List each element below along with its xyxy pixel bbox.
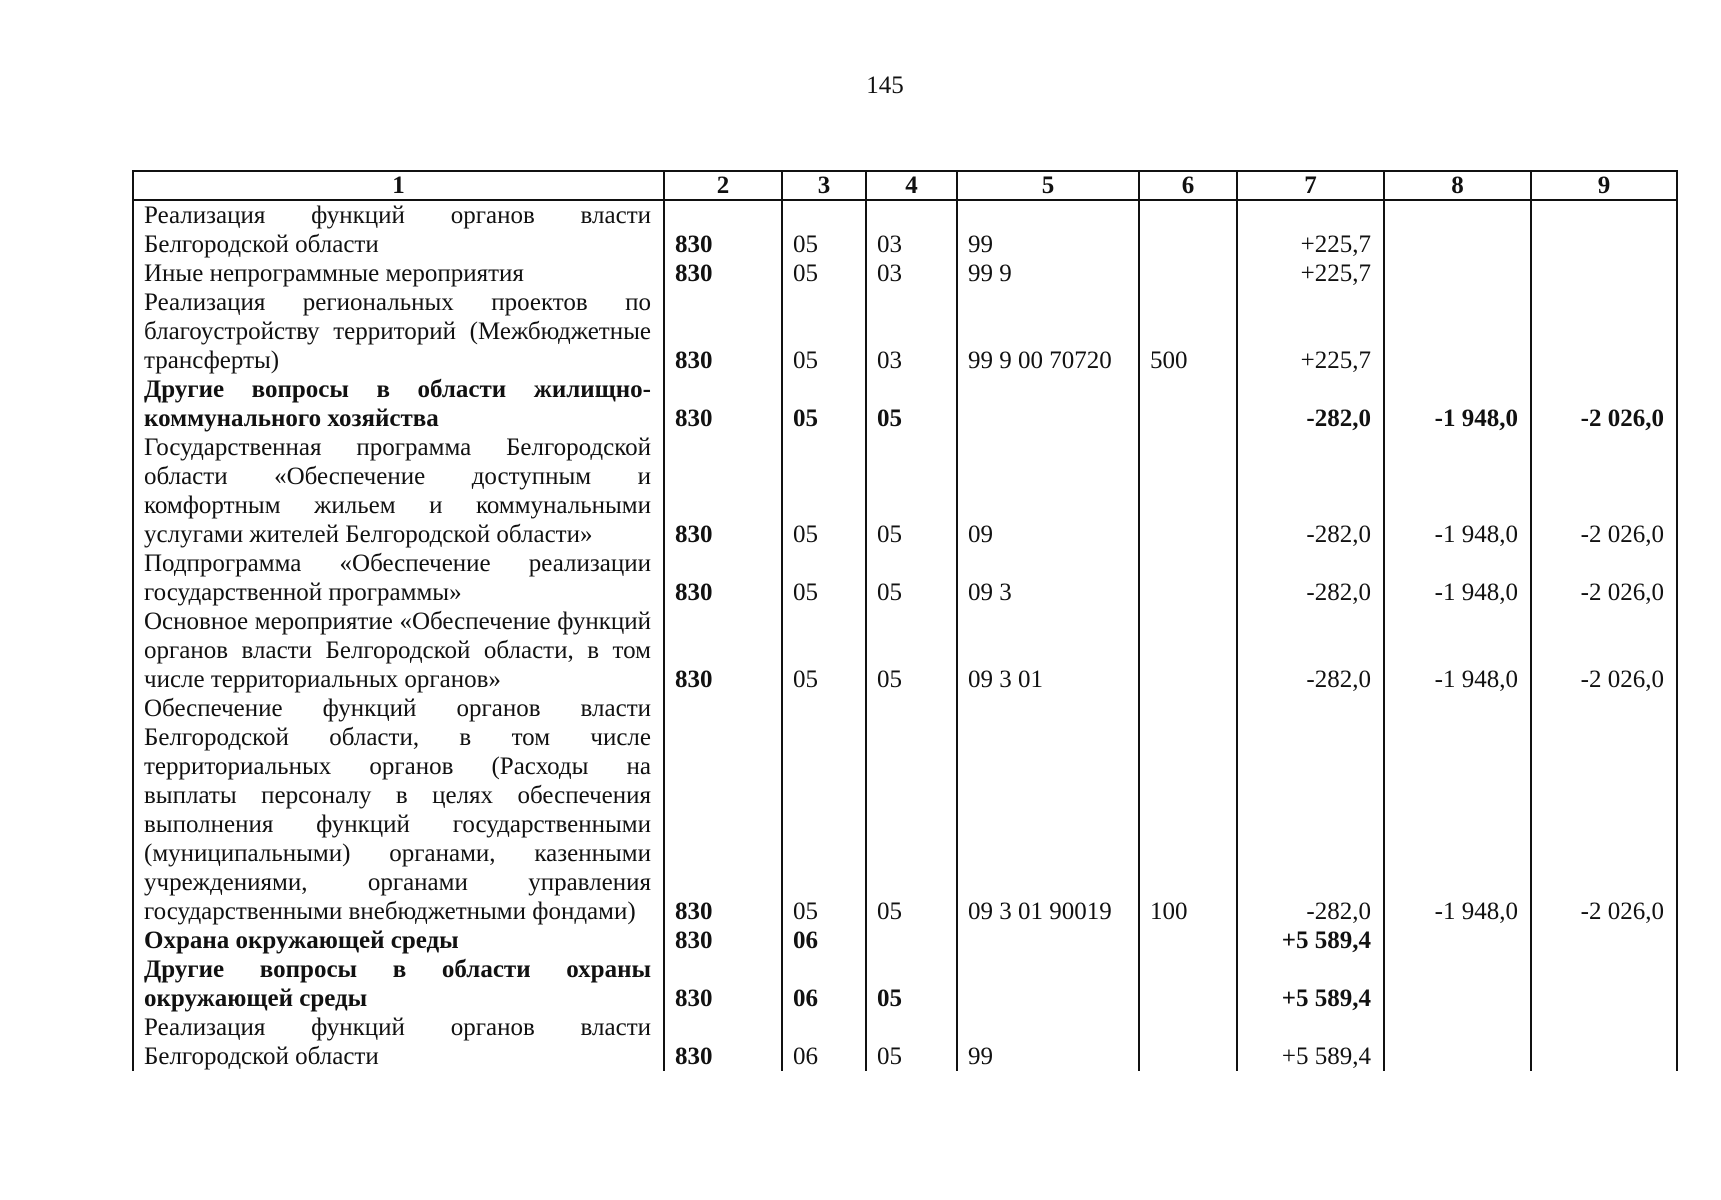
row-target-article (957, 955, 1139, 1013)
row-subsection: 05 (866, 955, 957, 1013)
row-target-article (957, 926, 1139, 955)
header-col-1: 1 (133, 171, 664, 200)
row-target-article (957, 375, 1139, 433)
row-expense-type: 100 (1139, 694, 1237, 926)
row-name: Основное мероприятие «Обеспечение функций органов власти Белгородской области, в том числе территориальных органов» (133, 607, 664, 694)
row-section: 06 (782, 926, 866, 955)
row-expense-type (1139, 1013, 1237, 1071)
row-value-col7: +5 589,4 (1237, 926, 1384, 955)
row-code: 830 (664, 200, 782, 259)
row-value-col7: -282,0 (1237, 375, 1384, 433)
row-subsection: 05 (866, 549, 957, 607)
table-row (133, 549, 1677, 607)
row-value-col9 (1531, 288, 1677, 375)
row-value-col8: -1 948,0 (1384, 433, 1531, 549)
row-subsection: 05 (866, 433, 957, 549)
row-target-article: 09 3 01 (957, 607, 1139, 694)
row-name: Подпрограмма «Обеспечение реализации государственной программы» (133, 549, 664, 607)
row-value-col7: +5 589,4 (1237, 955, 1384, 1013)
row-value-col8 (1384, 1013, 1531, 1071)
row-subsection: 05 (866, 694, 957, 926)
row-section: 05 (782, 259, 866, 288)
row-value-col9: -2 026,0 (1531, 607, 1677, 694)
table-row (133, 288, 1677, 375)
row-section: 05 (782, 607, 866, 694)
row-name: Другие вопросы в области охраны окружающей среды (133, 955, 664, 1013)
row-value-col9: -2 026,0 (1531, 549, 1677, 607)
row-value-col9 (1531, 259, 1677, 288)
header-col-8: 8 (1384, 171, 1531, 200)
row-value-col7: -282,0 (1237, 549, 1384, 607)
row-expense-type (1139, 433, 1237, 549)
row-code: 830 (664, 926, 782, 955)
header-col-5: 5 (957, 171, 1139, 200)
row-section: 05 (782, 549, 866, 607)
row-value-col8: -1 948,0 (1384, 549, 1531, 607)
table-row (133, 433, 1677, 549)
row-expense-type: 500 (1139, 288, 1237, 375)
row-value-col7: -282,0 (1237, 607, 1384, 694)
row-subsection: 03 (866, 288, 957, 375)
row-name: Реализация функций органов власти Белгородской области (133, 1013, 664, 1071)
row-target-article: 09 3 01 90019 (957, 694, 1139, 926)
row-target-article: 99 (957, 1013, 1139, 1071)
row-section: 05 (782, 375, 866, 433)
table-row (133, 926, 1677, 955)
row-value-col8: -1 948,0 (1384, 694, 1531, 926)
row-subsection: 05 (866, 607, 957, 694)
header-col-3: 3 (782, 171, 866, 200)
row-section: 06 (782, 955, 866, 1013)
table-row (133, 955, 1677, 1013)
header-col-7: 7 (1237, 171, 1384, 200)
row-target-article: 99 9 (957, 259, 1139, 288)
row-code: 830 (664, 1013, 782, 1071)
row-target-article: 09 (957, 433, 1139, 549)
table-row (133, 375, 1677, 433)
table-header-row (133, 171, 1677, 200)
header-col-6: 6 (1139, 171, 1237, 200)
table-row (133, 200, 1677, 259)
row-code: 830 (664, 955, 782, 1013)
row-value-col9: -2 026,0 (1531, 433, 1677, 549)
row-section: 06 (782, 1013, 866, 1071)
row-value-col7: -282,0 (1237, 694, 1384, 926)
row-expense-type (1139, 375, 1237, 433)
row-value-col7: +225,7 (1237, 259, 1384, 288)
table-row (133, 694, 1677, 926)
table-row (133, 1013, 1677, 1071)
row-value-col8 (1384, 926, 1531, 955)
row-subsection (866, 926, 957, 955)
row-name: Реализация региональных проектов по благоустройству территорий (Межбюджетные трансферты) (133, 288, 664, 375)
row-subsection: 03 (866, 259, 957, 288)
row-expense-type (1139, 200, 1237, 259)
row-section: 05 (782, 694, 866, 926)
row-target-article: 99 (957, 200, 1139, 259)
row-section: 05 (782, 433, 866, 549)
row-target-article: 99 9 00 70720 (957, 288, 1139, 375)
budget-table (132, 170, 1678, 1071)
row-value-col8 (1384, 955, 1531, 1013)
row-name: Государственная программа Белгородской области «Обеспечение доступным и комфортным жильем и коммунальными услугами жителей Белгородской области» (133, 433, 664, 549)
row-value-col9 (1531, 926, 1677, 955)
row-value-col9 (1531, 1013, 1677, 1071)
row-value-col7: -282,0 (1237, 433, 1384, 549)
header-col-2: 2 (664, 171, 782, 200)
row-value-col7: +5 589,4 (1237, 1013, 1384, 1071)
row-section: 05 (782, 200, 866, 259)
row-subsection: 03 (866, 200, 957, 259)
row-expense-type (1139, 549, 1237, 607)
row-value-col7: +225,7 (1237, 200, 1384, 259)
row-value-col8 (1384, 259, 1531, 288)
row-expense-type (1139, 259, 1237, 288)
row-section: 05 (782, 288, 866, 375)
row-name: Иные непрограммные мероприятия (133, 259, 664, 288)
row-value-col7: +225,7 (1237, 288, 1384, 375)
row-code: 830 (664, 375, 782, 433)
row-code: 830 (664, 288, 782, 375)
row-expense-type (1139, 607, 1237, 694)
row-value-col8: -1 948,0 (1384, 607, 1531, 694)
row-subsection: 05 (866, 1013, 957, 1071)
row-value-col9 (1531, 955, 1677, 1013)
table-row (133, 607, 1677, 694)
row-value-col8: -1 948,0 (1384, 375, 1531, 433)
header-col-9: 9 (1531, 171, 1677, 200)
row-code: 830 (664, 607, 782, 694)
row-name: Другие вопросы в области жилищно-коммунального хозяйства (133, 375, 664, 433)
row-expense-type (1139, 926, 1237, 955)
row-subsection: 05 (866, 375, 957, 433)
row-target-article: 09 3 (957, 549, 1139, 607)
row-code: 830 (664, 259, 782, 288)
page-number: 145 (866, 72, 904, 99)
row-value-col9: -2 026,0 (1531, 694, 1677, 926)
row-value-col8 (1384, 288, 1531, 375)
header-col-4: 4 (866, 171, 957, 200)
table-body (133, 200, 1677, 1071)
row-value-col9 (1531, 200, 1677, 259)
row-code: 830 (664, 433, 782, 549)
row-value-col8 (1384, 200, 1531, 259)
row-code: 830 (664, 694, 782, 926)
row-value-col9: -2 026,0 (1531, 375, 1677, 433)
row-expense-type (1139, 955, 1237, 1013)
row-name: Реализация функций органов власти Белгородской области (133, 200, 664, 259)
row-name: Обеспечение функций органов власти Белгородской области, в том числе территориальных органов (Расходы на выплаты персоналу в целях обеспечения выполнения функций государственными (муниципальными) органами, казенными учреждениями, органами управления государственными внебюджетными фондами) (133, 694, 664, 926)
table-row (133, 259, 1677, 288)
row-name: Охрана окружающей среды (133, 926, 664, 955)
row-code: 830 (664, 549, 782, 607)
